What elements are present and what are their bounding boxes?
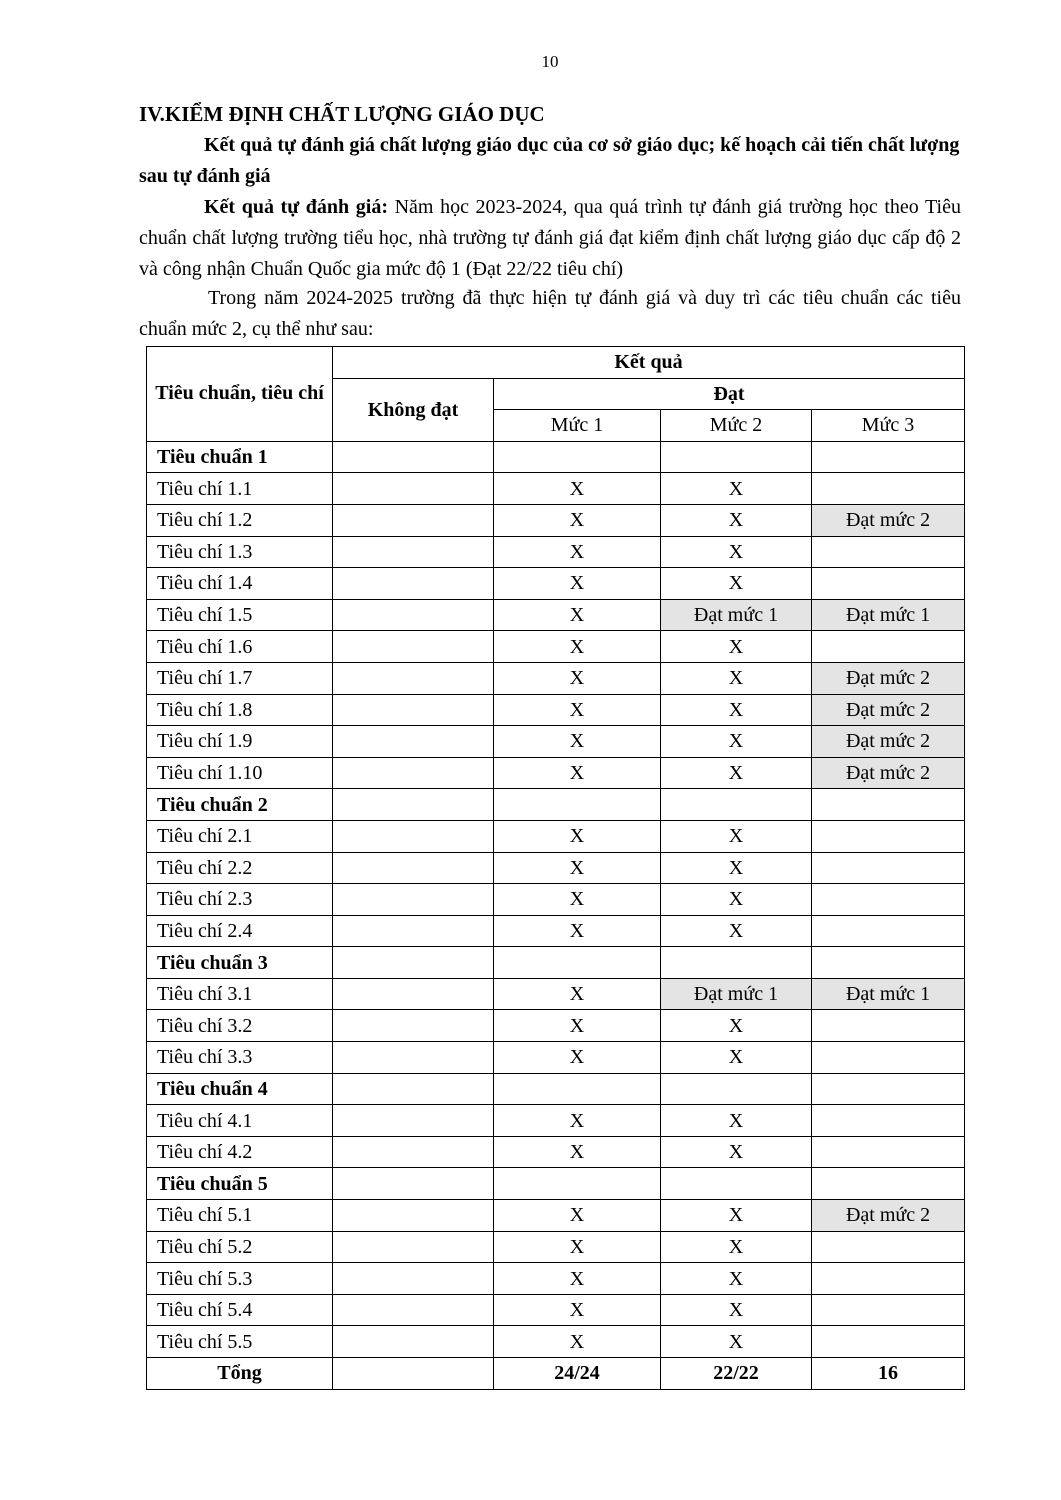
level-2-cell: X xyxy=(661,1263,812,1295)
fail-cell xyxy=(333,947,494,979)
level-3-cell xyxy=(812,473,965,505)
fail-cell xyxy=(333,1263,494,1295)
level-2-cell: X xyxy=(661,1105,812,1137)
results-table xyxy=(146,346,965,1390)
standard-row xyxy=(147,441,965,473)
level-1-cell xyxy=(494,947,661,979)
level-1-cell: X xyxy=(494,473,661,505)
level-1-cell: X xyxy=(494,726,661,758)
level-1-cell: X xyxy=(494,1200,661,1232)
standard-name: Tiêu chuẩn 1 xyxy=(147,441,333,473)
level-2-cell: X xyxy=(661,1200,812,1232)
total-level-1: 24/24 xyxy=(494,1358,661,1390)
fail-cell xyxy=(333,1326,494,1358)
level-1-cell: X xyxy=(494,1231,661,1263)
level-3-cell xyxy=(812,1231,965,1263)
level-2-cell: X xyxy=(661,1294,812,1326)
criterion-row xyxy=(147,694,965,726)
level-3-cell: Đạt mức 2 xyxy=(812,504,965,536)
level-2-cell: X xyxy=(661,631,812,663)
level-1-cell: X xyxy=(494,757,661,789)
level-1-cell: X xyxy=(494,852,661,884)
criterion-row xyxy=(147,504,965,536)
fail-cell xyxy=(333,789,494,821)
level-1-cell xyxy=(494,1168,661,1200)
level-2-cell xyxy=(661,1073,812,1105)
level-3-cell xyxy=(812,1263,965,1295)
fail-cell xyxy=(333,536,494,568)
level-1-cell: X xyxy=(494,631,661,663)
paragraph-label: Kết quả tự đánh giá: xyxy=(204,196,388,218)
total-level-3: 16 xyxy=(812,1358,965,1390)
level-1-cell: X xyxy=(494,884,661,916)
criterion-name: Tiêu chí 5.5 xyxy=(147,1326,333,1358)
level-2-cell: X xyxy=(661,1042,812,1074)
level-1-cell: X xyxy=(494,978,661,1010)
criterion-row xyxy=(147,1200,965,1232)
criterion-row xyxy=(147,473,965,505)
fail-cell xyxy=(333,726,494,758)
section-title: IV.KIỂM ĐỊNH CHẤT LƯỢNG GIÁO DỤC xyxy=(139,102,545,126)
level-2-cell: X xyxy=(661,884,812,916)
standard-name: Tiêu chuẩn 2 xyxy=(147,789,333,821)
total-fail xyxy=(333,1358,494,1390)
criterion-row xyxy=(147,631,965,663)
level-2-cell: X xyxy=(661,662,812,694)
level-2-cell: X xyxy=(661,504,812,536)
level-2-cell: X xyxy=(661,473,812,505)
level-3-cell: Đạt mức 2 xyxy=(812,726,965,758)
standard-row xyxy=(147,947,965,979)
level-3-cell xyxy=(812,1105,965,1137)
level-3-cell: Đạt mức 2 xyxy=(812,694,965,726)
level-3-cell xyxy=(812,1136,965,1168)
level-2-cell: X xyxy=(661,915,812,947)
level-2-cell: X xyxy=(661,757,812,789)
criterion-name: Tiêu chí 1.9 xyxy=(147,726,333,758)
total-label: Tổng xyxy=(147,1358,333,1390)
criterion-row xyxy=(147,1263,965,1295)
level-1-cell: X xyxy=(494,1010,661,1042)
fail-cell xyxy=(333,1136,494,1168)
fail-cell xyxy=(333,1073,494,1105)
level-1-cell: X xyxy=(494,1326,661,1358)
level-3-cell xyxy=(812,852,965,884)
fail-cell xyxy=(333,820,494,852)
criterion-name: Tiêu chí 1.10 xyxy=(147,757,333,789)
fail-cell xyxy=(333,978,494,1010)
standard-row xyxy=(147,789,965,821)
criterion-name: Tiêu chí 1.3 xyxy=(147,536,333,568)
level-3-cell xyxy=(812,1010,965,1042)
level-2-cell: Đạt mức 1 xyxy=(661,978,812,1010)
level-3-cell: Đạt mức 2 xyxy=(812,662,965,694)
criterion-name: Tiêu chí 1.4 xyxy=(147,568,333,600)
level-3-cell xyxy=(812,884,965,916)
fail-cell xyxy=(333,568,494,600)
criterion-row xyxy=(147,568,965,600)
level-2-cell xyxy=(661,441,812,473)
criterion-name: Tiêu chí 4.2 xyxy=(147,1136,333,1168)
subtitle: Kết quả tự đánh giá chất lượng giáo dục của cơ sở giáo dục; kế hoạch cải tiến chất lượng sau tự đánh giá xyxy=(139,134,960,187)
criterion-row xyxy=(147,662,965,694)
level-2-cell xyxy=(661,1168,812,1200)
criterion-name: Tiêu chí 3.3 xyxy=(147,1042,333,1074)
level-3-cell xyxy=(812,536,965,568)
criterion-name: Tiêu chí 5.3 xyxy=(147,1263,333,1295)
level-2-cell: Đạt mức 1 xyxy=(661,599,812,631)
criterion-row xyxy=(147,915,965,947)
level-3-cell xyxy=(812,789,965,821)
header-criteria: Tiêu chuẩn, tiêu chí xyxy=(147,347,333,442)
level-2-cell: X xyxy=(661,1010,812,1042)
level-1-cell: X xyxy=(494,1136,661,1168)
criterion-row xyxy=(147,1042,965,1074)
table-body xyxy=(147,441,965,1357)
level-3-cell: Đạt mức 2 xyxy=(812,757,965,789)
level-1-cell: X xyxy=(494,1105,661,1137)
fail-cell xyxy=(333,915,494,947)
criterion-row xyxy=(147,1326,965,1358)
criterion-row xyxy=(147,1294,965,1326)
header-result: Kết quả xyxy=(333,347,965,379)
level-1-cell xyxy=(494,1073,661,1105)
total-level-2: 22/22 xyxy=(661,1358,812,1390)
criterion-name: Tiêu chí 2.2 xyxy=(147,852,333,884)
level-2-cell: X xyxy=(661,1231,812,1263)
criterion-row xyxy=(147,978,965,1010)
level-1-cell: X xyxy=(494,1042,661,1074)
criterion-name: Tiêu chí 3.2 xyxy=(147,1010,333,1042)
level-1-cell: X xyxy=(494,568,661,600)
criterion-row xyxy=(147,1136,965,1168)
level-1-cell: X xyxy=(494,662,661,694)
standard-row xyxy=(147,1073,965,1105)
fail-cell xyxy=(333,1200,494,1232)
level-3-cell xyxy=(812,1168,965,1200)
fail-cell xyxy=(333,884,494,916)
level-1-cell: X xyxy=(494,694,661,726)
level-3-cell: Đạt mức 2 xyxy=(812,1200,965,1232)
paragraph-self-assessment xyxy=(139,192,961,285)
level-3-cell xyxy=(812,1042,965,1074)
fail-cell xyxy=(333,662,494,694)
level-2-cell: X xyxy=(661,1136,812,1168)
criterion-row xyxy=(147,726,965,758)
level-3-cell: Đạt mức 1 xyxy=(812,978,965,1010)
criterion-row xyxy=(147,1105,965,1137)
level-3-cell: Đạt mức 1 xyxy=(812,599,965,631)
level-2-cell: X xyxy=(661,726,812,758)
criterion-row xyxy=(147,536,965,568)
level-2-cell: X xyxy=(661,852,812,884)
criterion-name: Tiêu chí 5.4 xyxy=(147,1294,333,1326)
level-2-cell: X xyxy=(661,1326,812,1358)
level-1-cell: X xyxy=(494,599,661,631)
level-1-cell: X xyxy=(494,504,661,536)
criterion-name: Tiêu chí 1.7 xyxy=(147,662,333,694)
fail-cell xyxy=(333,473,494,505)
criterion-name: Tiêu chí 5.2 xyxy=(147,1231,333,1263)
fail-cell xyxy=(333,1042,494,1074)
level-2-cell: X xyxy=(661,820,812,852)
level-1-cell: X xyxy=(494,536,661,568)
criterion-name: Tiêu chí 1.2 xyxy=(147,504,333,536)
criterion-name: Tiêu chí 1.1 xyxy=(147,473,333,505)
criterion-name: Tiêu chí 1.6 xyxy=(147,631,333,663)
header-level-1: Mức 1 xyxy=(494,410,661,442)
paragraph-maintenance: Trong năm 2024-2025 trường đã thực hiện tự đánh giá và duy trì các tiêu chuẩn các tiêu chuẩn mức 2, cụ thể như sau: xyxy=(139,287,961,340)
criterion-name: Tiêu chí 2.3 xyxy=(147,884,333,916)
criterion-row xyxy=(147,852,965,884)
fail-cell xyxy=(333,631,494,663)
standard-row xyxy=(147,1168,965,1200)
level-1-cell xyxy=(494,441,661,473)
standard-name: Tiêu chuẩn 5 xyxy=(147,1168,333,1200)
criterion-name: Tiêu chí 2.4 xyxy=(147,915,333,947)
fail-cell xyxy=(333,1231,494,1263)
fail-cell xyxy=(333,1105,494,1137)
header-level-3: Mức 3 xyxy=(812,410,965,442)
fail-cell xyxy=(333,1168,494,1200)
paragraph-text: Năm học 2023-2024, qua quá trình tự đánh giá trường học theo Tiêu chuẩn chất lượng trường tiểu học, nhà trường tự đánh giá đạt kiểm định chất lượng giáo dục cấp độ 2 và công nhận Chuẩn Quốc gia mức độ 1 (Đạt 22/22 tiêu chí) xyxy=(139,196,961,280)
criterion-name: Tiêu chí 1.8 xyxy=(147,694,333,726)
level-2-cell: X xyxy=(661,694,812,726)
level-3-cell xyxy=(812,820,965,852)
criterion-row xyxy=(147,1231,965,1263)
fail-cell xyxy=(333,1010,494,1042)
level-1-cell: X xyxy=(494,1263,661,1295)
page-number: 10 xyxy=(541,52,559,71)
criterion-row xyxy=(147,820,965,852)
level-2-cell: X xyxy=(661,568,812,600)
fail-cell xyxy=(333,504,494,536)
criterion-row xyxy=(147,884,965,916)
level-2-cell xyxy=(661,789,812,821)
level-3-cell xyxy=(812,1073,965,1105)
criterion-row xyxy=(147,757,965,789)
total-row xyxy=(147,1358,965,1390)
level-3-cell xyxy=(812,1326,965,1358)
criterion-row xyxy=(147,599,965,631)
level-3-cell xyxy=(812,631,965,663)
level-3-cell xyxy=(812,947,965,979)
level-3-cell xyxy=(812,568,965,600)
level-3-cell xyxy=(812,1294,965,1326)
fail-cell xyxy=(333,757,494,789)
level-1-cell: X xyxy=(494,820,661,852)
criterion-name: Tiêu chí 2.1 xyxy=(147,820,333,852)
level-3-cell xyxy=(812,441,965,473)
standard-name: Tiêu chuẩn 3 xyxy=(147,947,333,979)
level-1-cell: X xyxy=(494,1294,661,1326)
level-2-cell xyxy=(661,947,812,979)
criterion-row xyxy=(147,1010,965,1042)
criterion-name: Tiêu chí 3.1 xyxy=(147,978,333,1010)
level-2-cell: X xyxy=(661,536,812,568)
header-pass: Đạt xyxy=(494,378,965,410)
criterion-name: Tiêu chí 4.1 xyxy=(147,1105,333,1137)
criterion-name: Tiêu chí 1.5 xyxy=(147,599,333,631)
header-level-2: Mức 2 xyxy=(661,410,812,442)
fail-cell xyxy=(333,852,494,884)
level-1-cell xyxy=(494,789,661,821)
header-fail: Không đạt xyxy=(333,378,494,441)
fail-cell xyxy=(333,441,494,473)
fail-cell xyxy=(333,694,494,726)
fail-cell xyxy=(333,599,494,631)
level-3-cell xyxy=(812,915,965,947)
level-1-cell: X xyxy=(494,915,661,947)
fail-cell xyxy=(333,1294,494,1326)
criterion-name: Tiêu chí 5.1 xyxy=(147,1200,333,1232)
standard-name: Tiêu chuẩn 4 xyxy=(147,1073,333,1105)
